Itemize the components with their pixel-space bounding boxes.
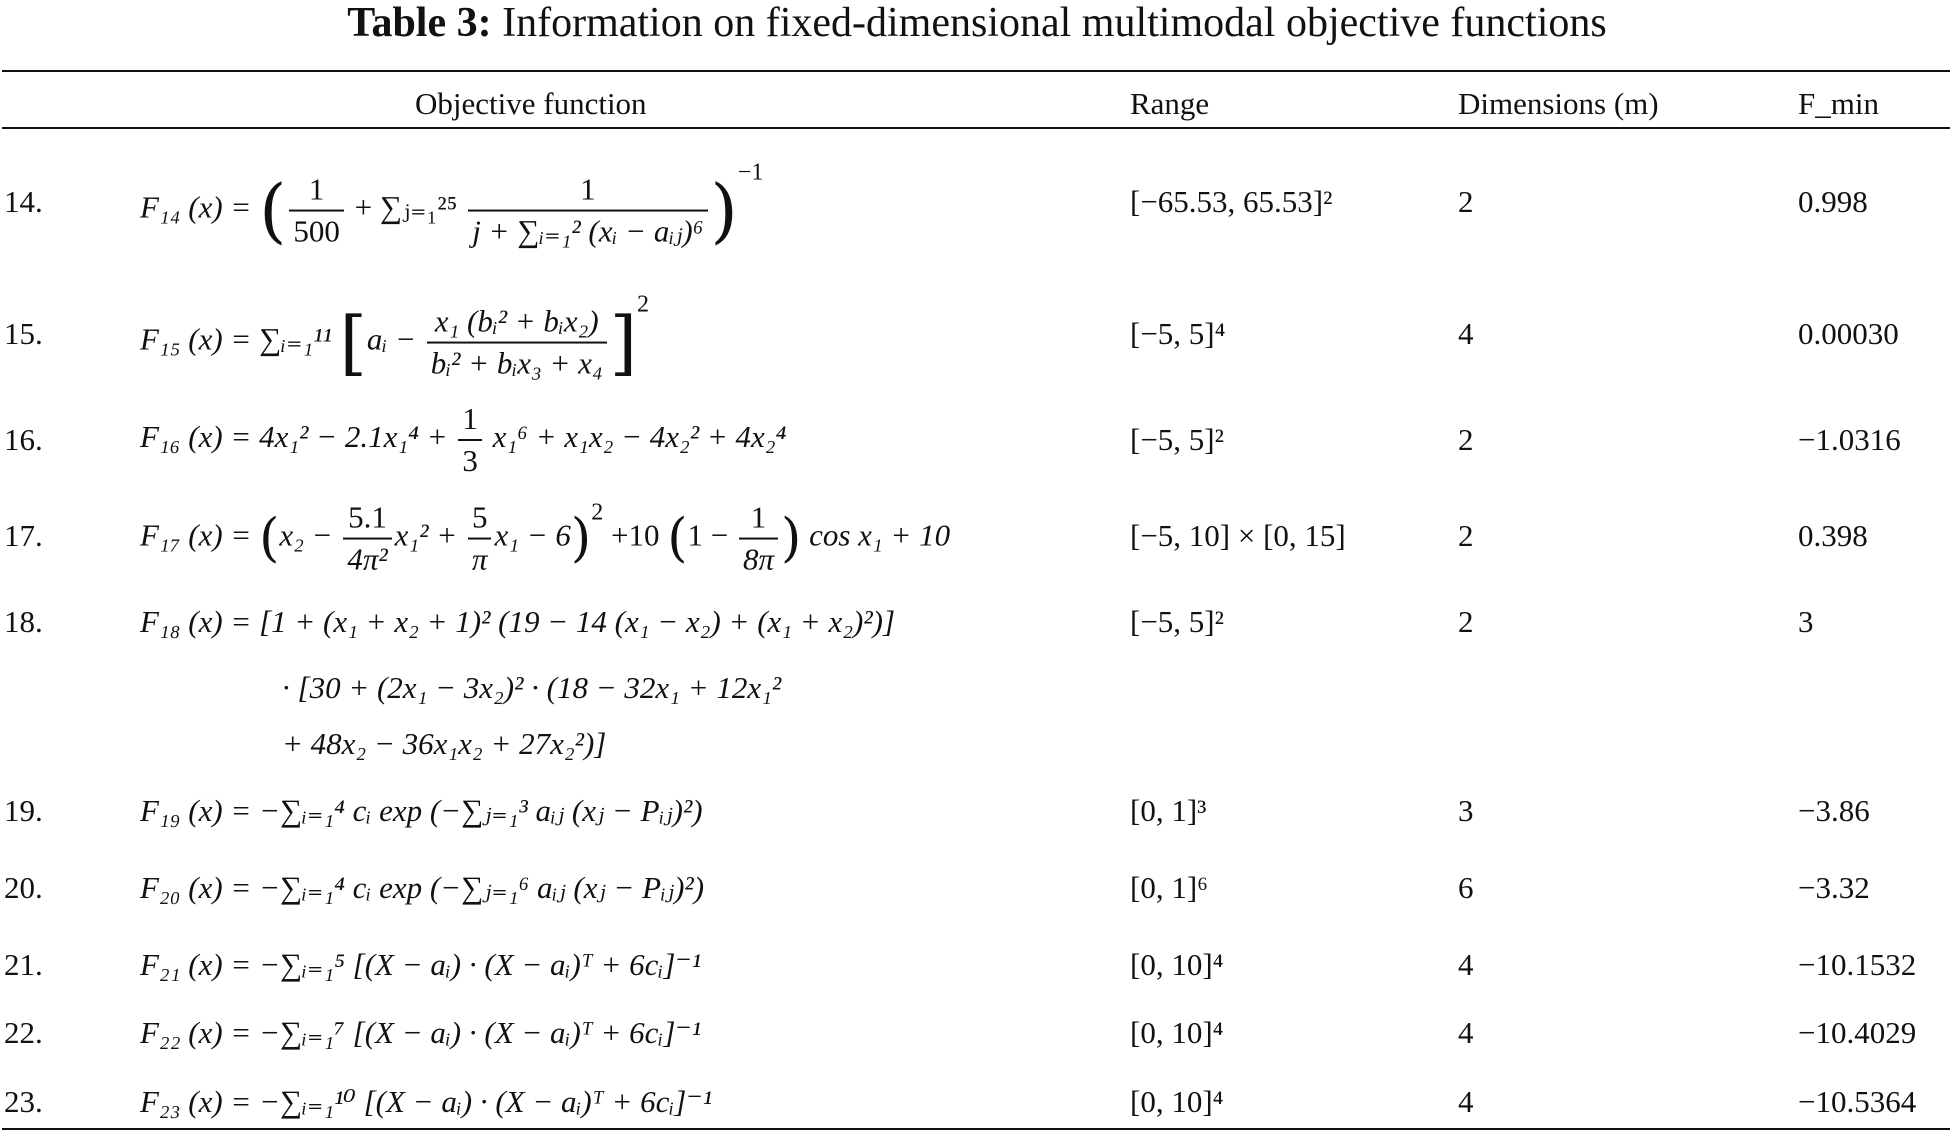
row-20-fmin: −3.32 <box>1798 870 1870 905</box>
row-22-number: 22. <box>4 1015 43 1050</box>
f16-b: x₁⁶ + x₁x₂ − 4x₂² + 4x₂⁴ <box>492 419 787 455</box>
f15-exponent: 2 <box>637 291 650 318</box>
f17-lhs: F₁₇ (x) = <box>140 517 252 553</box>
f14-open-paren: ( <box>259 169 287 252</box>
f14-frac-b-den: j + ∑ᵢ₌₁² (xᵢ − aᵢⱼ)⁶ <box>468 209 707 249</box>
f17-d: +10 <box>610 517 660 553</box>
f17-f: cos x₁ + 10 <box>809 517 951 553</box>
f17-frac-2-num: 5 <box>471 499 488 535</box>
header-range: Range <box>1130 86 1210 121</box>
row-16-number: 16. <box>4 422 43 457</box>
row-15-formula <box>140 287 649 382</box>
row-19-fmin: −3.86 <box>1798 793 1870 828</box>
row-19-formula: F₁₉ (x) = −∑ᵢ₌₁⁴ cᵢ exp (−∑ⱼ₌₁³ aᵢⱼ (xⱼ − Pᵢⱼ)²) <box>140 793 703 828</box>
row-16-range: [−5, 5]² <box>1130 422 1224 457</box>
row-21-range: [0, 10]⁴ <box>1130 947 1224 982</box>
f14-sum: + ∑ⱼ₌₁²⁵ <box>354 189 458 225</box>
row-22-range: [0, 10]⁴ <box>1130 1015 1224 1050</box>
f16-a: F₁₆ (x) = 4x₁² − 2.1x₁⁴ + <box>140 419 448 455</box>
row-17-dimensions: 2 <box>1458 518 1474 553</box>
header-objective: Objective function <box>415 86 647 121</box>
row-19-number: 19. <box>4 793 43 828</box>
row-14-range: [−65.53, 65.53]² <box>1130 184 1333 219</box>
row-20-dimensions: 6 <box>1458 870 1474 905</box>
row-23-dimensions: 4 <box>1458 1084 1474 1119</box>
header-rule <box>2 127 1950 129</box>
row-16-formula <box>140 401 786 479</box>
f17-e: 1 − <box>687 517 729 553</box>
f14-frac-b-num: 1 <box>580 171 596 207</box>
f16-frac-den: 3 <box>458 439 482 479</box>
row-23-range: [0, 10]⁴ <box>1130 1084 1224 1119</box>
row-19-range: [0, 1]³ <box>1130 793 1207 828</box>
f17-b: x₁² + <box>394 517 458 553</box>
table-label: Table 3: <box>347 0 492 46</box>
row-17-formula <box>140 495 950 578</box>
table-caption <box>0 0 1954 46</box>
row-17-fmin: 0.398 <box>1798 518 1868 553</box>
header-dimensions: Dimensions (m) <box>1458 86 1659 121</box>
row-14-dimensions: 2 <box>1458 184 1474 219</box>
f15-open-bracket: [ <box>339 301 367 384</box>
f17-c: x₁ − 6 <box>494 517 571 553</box>
row-21-dimensions: 4 <box>1458 947 1474 982</box>
f14-close-paren: ) <box>710 169 738 252</box>
row-22-dimensions: 4 <box>1458 1015 1474 1050</box>
f15-lhs: F₁₅ (x) = ∑ᵢ₌₁¹¹ <box>140 321 332 357</box>
row-18-formula-line-2: · [30 + (2x₁ − 3x₂)² · (18 − 32x₁ + 12x₁² <box>282 670 782 705</box>
table-title: Information on fixed-dimensional multimodal objective functions <box>502 0 1607 46</box>
f17-open-paren-2: ( <box>667 508 688 569</box>
f17-frac-3-den: 8π <box>739 537 778 577</box>
row-21-formula: F₂₁ (x) = −∑ᵢ₌₁⁵ [(X − aᵢ) · (X − aᵢ)ᵀ + 6cᵢ]⁻¹ <box>140 947 702 982</box>
row-21-fmin: −10.1532 <box>1798 947 1917 982</box>
row-18-dimensions: 2 <box>1458 604 1474 639</box>
f17-close-paren-2: ) <box>781 508 802 569</box>
f14-frac-a-den: 500 <box>289 209 344 249</box>
row-18-range: [−5, 5]² <box>1130 604 1224 639</box>
row-15-fmin: 0.00030 <box>1798 316 1899 351</box>
row-19-dimensions: 3 <box>1458 793 1474 828</box>
row-23-number: 23. <box>4 1084 43 1119</box>
f17-open-paren-1: ( <box>259 508 280 569</box>
row-14-fmin: 0.998 <box>1798 184 1868 219</box>
row-18-formula-line-3: + 48x₂ − 36x₁x₂ + 27x₂²)] <box>282 726 607 761</box>
f17-a: x₂ − <box>279 517 333 553</box>
f17-frac-3 <box>739 499 778 577</box>
f17-frac-2-den: π <box>468 537 492 577</box>
row-23-formula: F₂₃ (x) = −∑ᵢ₌₁¹⁰ [(X − aᵢ) · (X − aᵢ)ᵀ + 6cᵢ]⁻¹ <box>140 1084 713 1119</box>
top-rule <box>2 70 1950 72</box>
f14-frac-a <box>289 171 344 249</box>
f17-exponent: 2 <box>591 499 604 526</box>
bottom-rule <box>2 1128 1950 1130</box>
f14-frac-b <box>468 171 707 249</box>
row-23-fmin: −10.5364 <box>1798 1084 1917 1119</box>
row-18-number: 18. <box>4 604 43 639</box>
f15-frac-den: bᵢ² + bᵢx₃ + x₄ <box>427 341 607 381</box>
row-16-fmin: −1.0316 <box>1798 422 1901 457</box>
row-17-number: 17. <box>4 518 43 553</box>
row-18-fmin: 3 <box>1798 604 1814 639</box>
row-16-dimensions: 2 <box>1458 422 1474 457</box>
row-15-number: 15. <box>4 316 43 351</box>
f17-frac-3-num: 1 <box>750 499 767 535</box>
f17-close-paren-1: ) <box>570 508 592 569</box>
row-14-formula <box>140 155 763 250</box>
row-18-formula-line-1: F₁₈ (x) = [1 + (x₁ + x₂ + 1)² (19 − 14 (x₁ − x₂) + (x₁ + x₂)²)] <box>140 604 896 639</box>
f15-frac <box>427 303 607 381</box>
row-21-number: 21. <box>4 947 43 982</box>
f15-a: aᵢ − <box>366 321 416 357</box>
row-14-number: 14. <box>4 184 43 219</box>
row-20-formula: F₂₀ (x) = −∑ᵢ₌₁⁴ cᵢ exp (−∑ⱼ₌₁⁶ aᵢⱼ (xⱼ − Pᵢⱼ)²) <box>140 870 705 905</box>
f15-frac-num: x₁ (bᵢ² + bᵢx₂) <box>434 303 599 339</box>
f16-frac <box>458 401 482 479</box>
row-15-dimensions: 4 <box>1458 316 1474 351</box>
f17-frac-2 <box>468 499 492 577</box>
f17-frac-1-num: 5.1 <box>348 499 387 535</box>
f17-frac-1-den: 4π² <box>343 537 391 577</box>
f17-frac-1 <box>343 499 391 577</box>
row-17-range: [−5, 10] × [0, 15] <box>1130 518 1346 553</box>
row-22-fmin: −10.4029 <box>1798 1015 1917 1050</box>
header-fmin: F_min <box>1798 86 1879 121</box>
f16-frac-num: 1 <box>462 401 478 436</box>
f14-lhs: F₁₄ (x) = <box>140 189 252 225</box>
row-15-range: [−5, 5]⁴ <box>1130 316 1226 351</box>
row-22-formula: F₂₂ (x) = −∑ᵢ₌₁⁷ [(X − aᵢ) · (X − aᵢ)ᵀ + 6cᵢ]⁻¹ <box>140 1015 702 1050</box>
f14-frac-a-num: 1 <box>308 171 325 207</box>
row-20-range: [0, 1]⁶ <box>1130 870 1208 905</box>
row-20-number: 20. <box>4 870 43 905</box>
f15-close-bracket: ] <box>609 301 638 384</box>
f14-exponent: −1 <box>737 159 764 186</box>
